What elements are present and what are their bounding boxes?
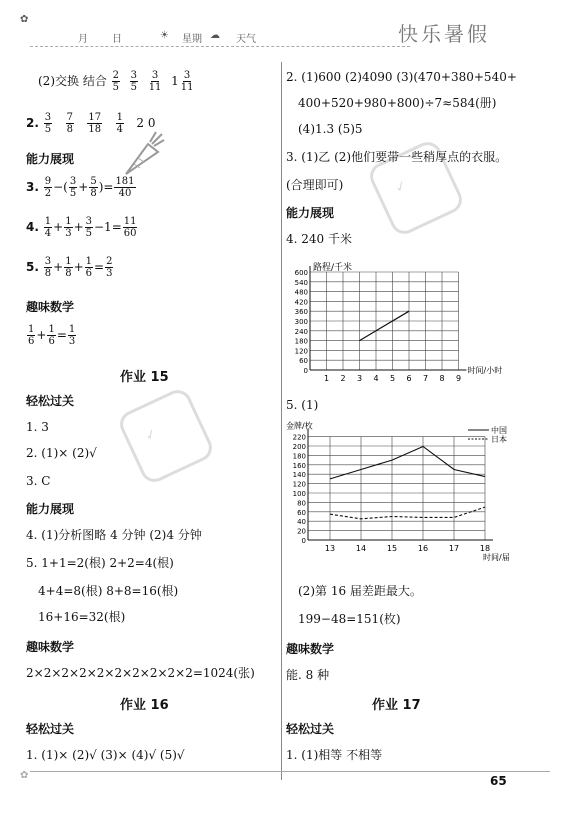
x-axis-label: 时间/届 (483, 553, 510, 562)
answer-line: (2)交换 结合 $\frac{2}{5}$ $\frac{3}{5}$ $\frac{3}{11}$ 1 $\frac{3}{11}$ (38, 70, 194, 93)
y-axis-label: 路程/千米 (313, 263, 353, 273)
y-tick-label: 60 (299, 357, 308, 366)
answer-line: 5. (1) (286, 398, 319, 412)
section-heading: 轻松过关 (26, 722, 75, 736)
assignment-title: 作业 15 (120, 370, 169, 385)
header-weekday: 星期 (182, 34, 202, 45)
y-tick-label: 0 (301, 537, 306, 545)
x-tick-label: 7 (422, 374, 429, 383)
header-weather: 天气 (236, 34, 256, 45)
answer-line: (2)第 16 届差距最大。 (298, 584, 422, 598)
answer-line: 199−48=151(枚) (298, 612, 401, 626)
y-tick-label: 220 (292, 433, 306, 442)
x-tick-label: 15 (386, 544, 398, 553)
distance-time-chart (284, 254, 524, 388)
y-tick-label: 200 (292, 443, 306, 451)
y-axis-label: 金牌/枚 (286, 421, 313, 431)
x-tick-label: 8 (439, 374, 445, 383)
section-heading: 轻松过关 (26, 394, 75, 408)
answer-line: 2. (1)600 (2)4090 (3)(470+380+540+ (286, 70, 517, 84)
answer-line: 3. $\frac{9}{2}$ −( $\frac{3}{5}$ + $\frac{5}{8}$ )= $\frac{181}{40}$ (26, 176, 135, 199)
answer-line: (4)1.3 (5)5 (298, 122, 363, 136)
x-tick-label: 6 (406, 374, 412, 383)
page-number: 65 (490, 774, 507, 788)
answer-line: 4. (1)分析图略 4 分钟 (2)4 分钟 (26, 528, 202, 542)
y-tick-label: 20 (297, 527, 306, 536)
series-line (360, 311, 410, 340)
watermark-logo: ✓ (366, 138, 467, 239)
answer-line: 5. 1+1=2(根) 2+2=4(根) (26, 556, 174, 570)
y-tick-label: 100 (292, 490, 306, 498)
footer-rule (30, 771, 550, 772)
assignment-title: 作业 17 (372, 698, 421, 713)
answer-line: 1. (1)× (2)√ (3)× (4)√ (5)√ (26, 748, 185, 762)
y-tick-label: 480 (294, 288, 308, 297)
answer-line: $\frac{1}{6}$ + $\frac{1}{6}$ = $\frac{1}{3}$ (28, 324, 76, 347)
header-month: 月 (78, 34, 88, 45)
section-heading: 趣味数学 (286, 642, 335, 656)
section-heading: 趣味数学 (26, 300, 75, 314)
x-tick-label: 14 (355, 544, 367, 553)
legend-label: 中国 (491, 426, 507, 435)
column-divider (281, 62, 282, 780)
y-tick-label: 180 (294, 337, 308, 346)
assignment-title: 作业 16 (120, 698, 169, 713)
x-tick-label: 4 (373, 374, 379, 383)
answer-line: 3. (1)乙 (2)他们要带一些稍厚点的衣服。 (286, 150, 508, 164)
brand-title: 快乐暑假 (398, 22, 490, 46)
y-tick-label: 300 (294, 318, 308, 326)
footer-decoration: ✿ (20, 770, 29, 781)
y-tick-label: 160 (292, 461, 306, 470)
answer-line: (合理即可) (286, 178, 344, 192)
x-tick-label: 16 (417, 544, 429, 553)
header-day: 日 (112, 34, 122, 45)
section-heading: 能力展现 (286, 206, 335, 220)
x-tick-label: 3 (356, 374, 363, 383)
y-tick-label: 80 (297, 499, 306, 508)
legend-label: 日本 (491, 435, 507, 444)
y-tick-label: 420 (294, 298, 308, 307)
y-tick-label: 540 (294, 278, 308, 287)
header-decoration: ✿ (20, 14, 29, 25)
answer-line: 4. $\frac{1}{4}$ + $\frac{1}{3}$ + $\frac{3}{5}$ −1= $\frac{11}{60}$ (26, 216, 137, 239)
section-heading: 能力展现 (26, 502, 75, 516)
answer-line: 1. (1)相等 不相等 (286, 748, 383, 762)
sun-icon: ☀ (160, 30, 169, 41)
answer-line: 4. 240 千米 (286, 232, 352, 246)
section-heading: 轻松过关 (286, 722, 335, 736)
header-rule (30, 46, 410, 47)
answer-line: 能. 8 种 (286, 668, 330, 682)
x-tick-label: 1 (323, 374, 330, 383)
x-tick-label: 13 (324, 544, 336, 553)
watermark-logo: ✓ (116, 386, 217, 487)
answer-line: 2. (1)× (2)√ (26, 446, 97, 460)
y-tick-label: 240 (294, 327, 308, 336)
y-tick-label: 120 (292, 480, 306, 489)
x-tick-label: 5 (389, 374, 396, 383)
cloud-icon: ☁ (210, 30, 220, 41)
y-tick-label: 360 (294, 308, 308, 317)
y-tick-label: 140 (292, 471, 306, 480)
x-tick-label: 17 (448, 544, 460, 553)
section-heading: 能力展现 (26, 152, 75, 166)
y-tick-label: 120 (294, 347, 308, 356)
y-tick-label: 40 (297, 518, 306, 527)
y-tick-label: 0 (303, 367, 308, 375)
answer-line: 400+520+980+800)÷7≈584(册) (298, 96, 497, 110)
answer-line: 5. $\frac{3}{8}$ + $\frac{1}{8}$ + $\frac{1}{6}$ = $\frac{2}{3}$ (26, 256, 113, 279)
answer-line: 2. $\frac{3}{5}$ $\frac{7}{8}$ $\frac{17}{18}$ $\frac{1}{4}$ 2 0 (26, 112, 156, 135)
y-tick-label: 180 (292, 452, 306, 461)
x-axis-label: 时间/小时 (467, 366, 503, 375)
section-heading: 趣味数学 (26, 640, 75, 654)
answer-line: 4+4=8(根) 8+8=16(根) (38, 584, 179, 598)
x-tick-label: 18 (479, 544, 491, 553)
series-line (330, 507, 485, 519)
x-tick-label: 9 (455, 374, 462, 383)
x-tick-label: 2 (340, 374, 346, 383)
answer-line: 3. C (26, 474, 51, 488)
y-tick-label: 600 (294, 269, 308, 277)
y-tick-label: 60 (297, 508, 306, 517)
answer-line: 1. 3 (26, 420, 49, 434)
answer-line: 2×2×2×2×2×2×2×2×2×2=1024(张) (26, 666, 255, 680)
gold-medal-chart (284, 421, 510, 578)
answer-line: 16+16=32(根) (38, 610, 126, 624)
